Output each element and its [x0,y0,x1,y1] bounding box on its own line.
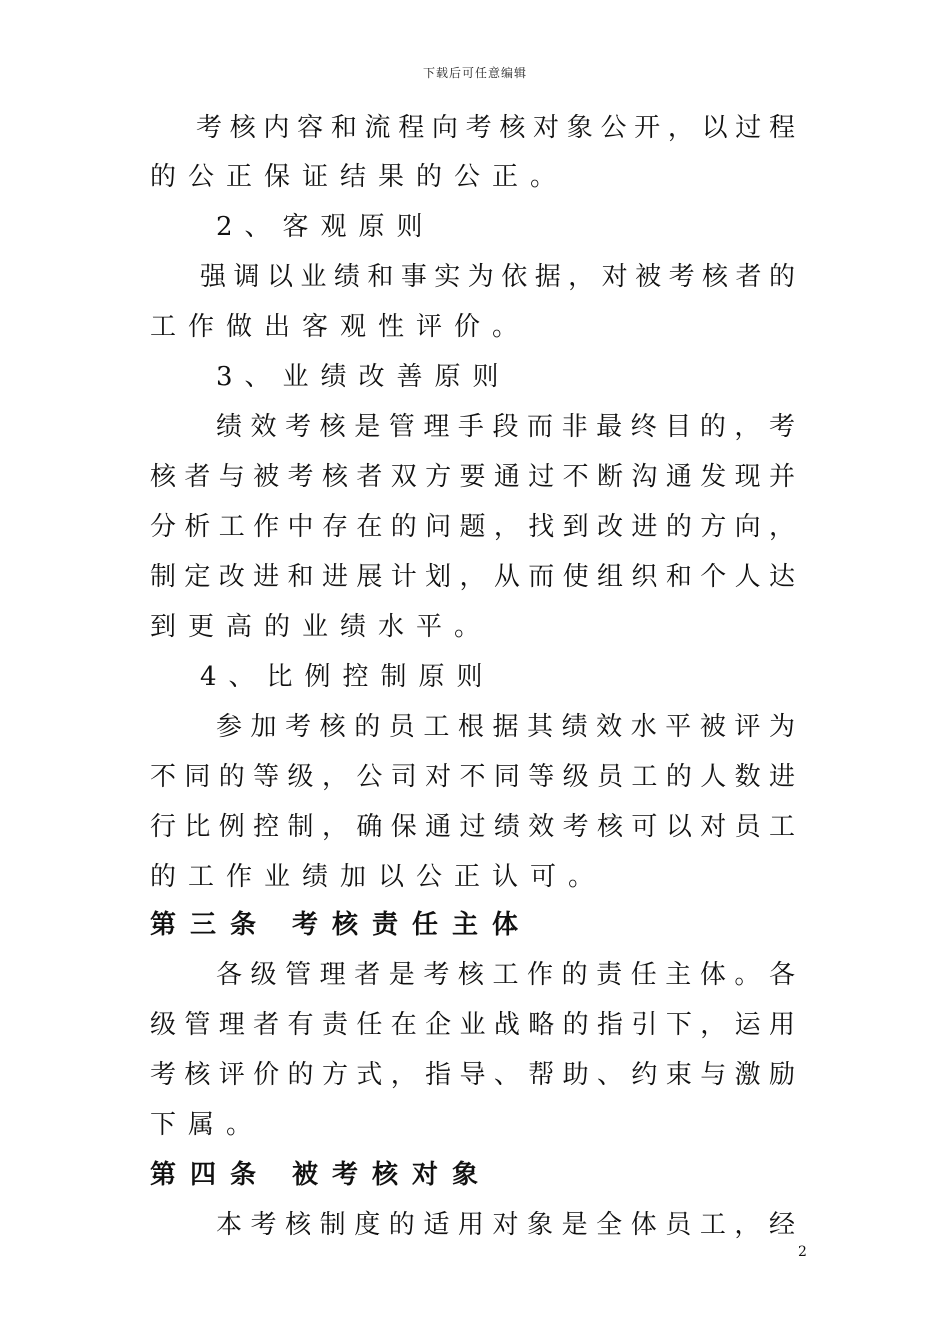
section-heading-4 [150,1158,795,1192]
section-title: 被考核对象 [292,1160,493,1190]
body-line: 考核评价的方式，指导、帮助、约束与激励 [150,1060,795,1090]
body-line: 本考核制度的适用对象是全体员工，经 [216,1210,795,1240]
body-line: 的公正保证结果的公正。 [150,162,569,192]
body-line: 的工作业绩加以公正认可。 [150,862,607,892]
body-line: 不同的等级，公司对不同等级员工的人数进 [150,762,795,792]
section-heading-3 [150,908,795,942]
body-line: 核者与被考核者双方要通过不断沟通发现并 [150,462,795,492]
body-line: 强调以业绩和事实为依据，对被考核者的 [200,262,795,292]
body-line: 到更高的业绩水平。 [150,612,493,642]
section-label: 第三条 [150,910,271,940]
list-item-heading: 2、客观原则 [216,212,435,242]
section-label: 第四条 [150,1160,271,1190]
body-line: 制定改进和进展计划，从而使组织和个人达 [150,562,795,592]
body-line: 分析工作中存在的问题，找到改进的方向， [150,512,795,542]
body-line: 级管理者有责任在企业战略的指引下，运用 [150,1010,795,1040]
page-number: 2 [798,1244,807,1260]
body-line: 考核内容和流程向考核对象公开，以过程 [196,113,795,143]
page-header: 下载后可任意编辑 [422,66,527,80]
body-line: 行比例控制，确保通过绩效考核可以对员工 [150,812,795,842]
section-title: 考核责任主体 [292,910,533,940]
body-line: 各级管理者是考核工作的责任主体。各 [216,960,795,990]
body-line: 参加考核的员工根据其绩效水平被评为 [216,712,795,742]
list-item-heading: 3、业绩改善原则 [216,362,511,392]
body-line: 绩效考核是管理手段而非最终目的，考 [216,412,795,442]
body-line: 下属。 [150,1110,265,1140]
list-item-heading: 4、比例控制原则 [200,662,495,692]
body-line: 工作做出客观性评价。 [150,312,531,342]
